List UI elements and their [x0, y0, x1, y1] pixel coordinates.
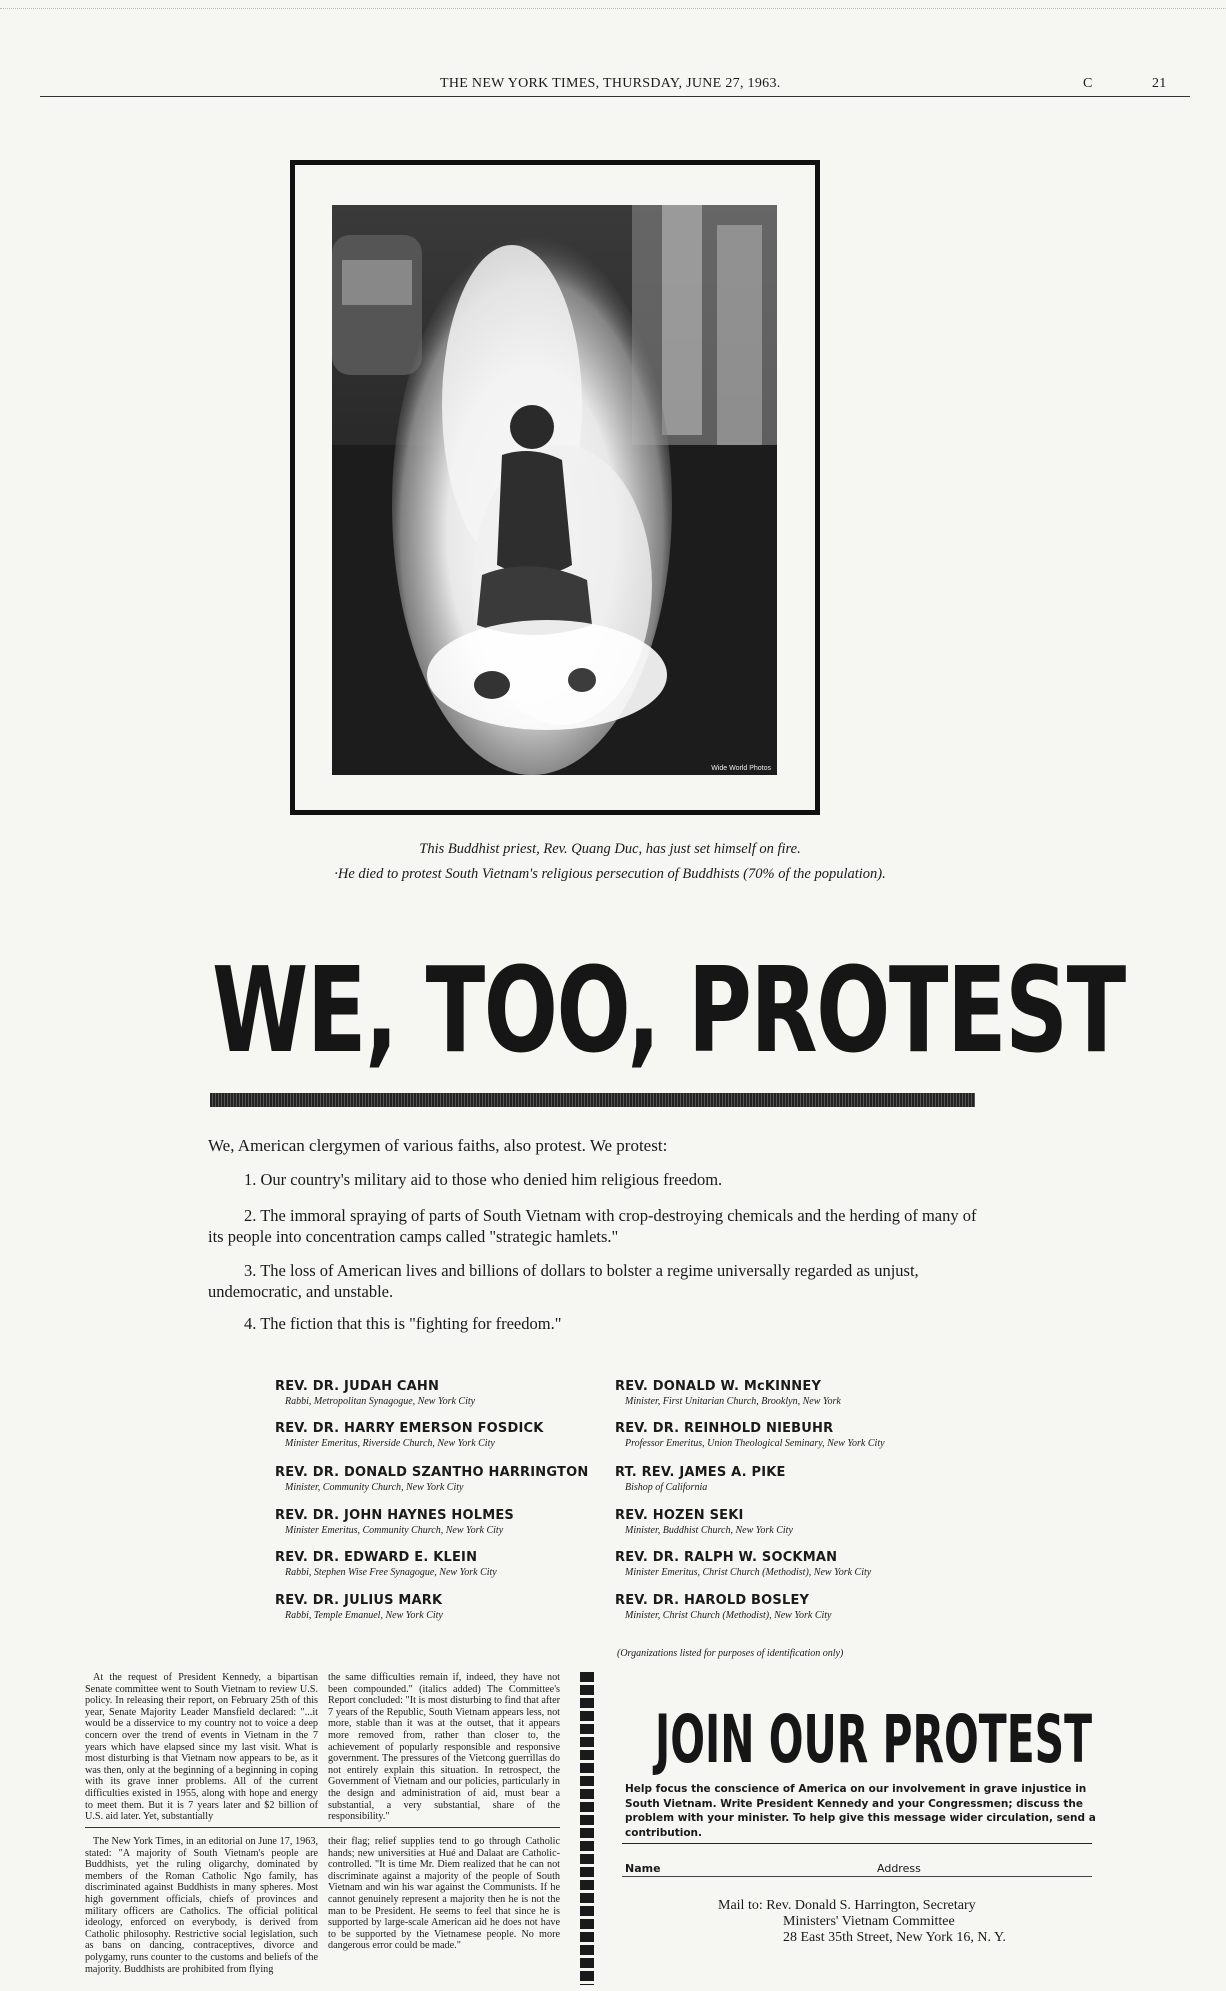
signer-title: Minister, First Unitarian Church, Brooklyn, New York	[625, 1396, 841, 1407]
article-text: The New York Times, in an editorial on June 17, 1963, stated: "A majority of South Vietnam's people are Buddhists, yet the ruling oligarchy, dominated by members of the Roman Catholic Ngo family, has discriminated against Buddhists in many spheres. Most high government officials, chiefs of provinces and military officers are Catholics. The official political ideology, enforced on everybody, is derived from Catholic philosophy. Restrictive social legislation, such as bans on dancing, contraceptives, divorce and polygamy, runs counter to the customs and beliefs of the majority. Buddhists are prohibited from flying	[85, 1836, 318, 1975]
protest-intro: We, American clergymen of various faiths, also protest. We protest:	[208, 1136, 668, 1155]
page-number: 21	[1152, 76, 1167, 91]
protest-point: 4. The fiction that this is "fighting for freedom."	[244, 1314, 562, 1333]
signer	[275, 1550, 497, 1578]
signer-name: REV. DR. JULIUS MARK	[275, 1593, 443, 1608]
protest-point: 2. The immoral spraying of parts of South Vietnam with crop-destroying chemicals and the herding of many of its people into concentration camps called "strategic hamlets."	[208, 1206, 977, 1246]
signer-name: REV. DR. DONALD SZANTHO HARRINGTON	[275, 1465, 589, 1480]
signer	[275, 1508, 514, 1536]
protest-photo	[332, 205, 777, 775]
headline-rule	[210, 1093, 975, 1107]
section-letter: C	[1083, 76, 1093, 91]
article-text: the same difficulties remain if, indeed, they have not been compounded." (italics added) The Committee's Report concluded: "It is most disturbing to find that after 7 years of the Republic, South Vietnam appears less, not more, stable than it was at the outset, that it appears more removed from, rather than closer to, the achievement of popularly responsible and responsive government. The pressures of the Vietcong guerrillas do not entirely explain this situation. In retrospect, the Government of Vietnam and our policies, particularly in the design and administration of aid, must bear a substantial, a very substantial, share of the responsibility."	[328, 1672, 560, 1823]
signer-title: Rabbi, Temple Emanuel, New York City	[285, 1610, 443, 1621]
signer	[275, 1421, 544, 1449]
signer	[615, 1421, 885, 1449]
mailing-address	[718, 1898, 1006, 1946]
signer-name: REV. DR. JUDAH CAHN	[275, 1379, 440, 1394]
masthead-date: THE NEW YORK TIMES, THURSDAY, JUNE 27, 1963.	[440, 76, 781, 91]
protest-point: 1. Our country's military aid to those who denied him religious freedom.	[244, 1170, 723, 1189]
page-top-edge	[0, 8, 1226, 27]
burning-monk-image	[332, 205, 777, 775]
photo-caption-line1: This Buddhist priest, Rev. Quang Duc, has just set himself on fire.	[419, 841, 801, 857]
signer	[615, 1465, 786, 1493]
signer-title: Rabbi, Stephen Wise Free Synagogue, New York City	[285, 1567, 497, 1578]
main-headline: WE, TOO, PROTEST	[212, 941, 1125, 1079]
signer-title: Bishop of California	[625, 1482, 708, 1493]
photo-credit: Wide World Photos	[711, 765, 771, 772]
signer-title: Minister, Buddhist Church, New York City	[625, 1525, 793, 1536]
signer	[615, 1379, 841, 1407]
signer	[275, 1379, 475, 1407]
signer-name: REV. DR. EDWARD E. KLEIN	[275, 1550, 478, 1565]
name-address-line[interactable]	[622, 1876, 1092, 1877]
join-headline: JOIN OUR PROTEST	[655, 1701, 1093, 1778]
signer	[275, 1465, 588, 1493]
signer-title: Minister Emeritus, Riverside Church, New York City	[285, 1438, 495, 1449]
form-rule	[622, 1843, 1092, 1844]
mail-line: Ministers' Vietnam Committee	[783, 1914, 955, 1929]
join-text: Help focus the conscience of America on our involvement in grave injustice in South Vietnam. Write President Kennedy and your Congressmen; discuss the problem with your minister. To help give this message wider circulation, send a contribution.	[625, 1783, 1096, 1839]
protest-point: 3. The loss of American lives and billions of dollars to bolster a regime universally regarded as unjust, undemocratic, and unstable.	[208, 1261, 919, 1301]
signer-name: REV. DR. RALPH W. SOCKMAN	[615, 1550, 838, 1565]
article-divider	[85, 1827, 560, 1828]
coupon-cut-border	[580, 1672, 594, 1985]
signer-name: RT. REV. JAMES A. PIKE	[615, 1465, 786, 1480]
header-rule	[40, 96, 1190, 97]
signer-name: REV. DR. HARRY EMERSON FOSDICK	[275, 1421, 544, 1436]
signer	[615, 1508, 793, 1536]
article-text: At the request of President Kennedy, a bipartisan Senate committee went to South Vietnam to review U.S. policy. In releasing their report, on February 25th of this year, Senate Majority Leader Mansfield declared: "...it would be a disservice to my country not to voice a deep concern over the trend of events in Vietnam in the 7 years which have elapsed since my last visit. What is most disturbing is that Vietnam now appears to be, as it was then, only at the beginning of a beginning in coping with its grave inner problems. All of the current difficulties existed in 1955, along with hope and energy to meet them. But it is 7 years later and $2 billion of U.S. aid later. Yet, substantially	[85, 1672, 318, 1823]
photo-frame	[290, 160, 820, 815]
article-text: their flag; relief supplies tend to go through Catholic hands; new universities at Hué and Dalaat are Catholic-controlled. "It is time Mr. Diem realized that he can not discriminate against a majority of the people of South Vietnam and win his war against the Communists. If he cannot genuinely represent a majority then he is not the man to be President. He seems to feel that since he is supported by large-scale American aid he does not have to be supported by the Vietnamese people. No more dangerous error could be made."	[328, 1836, 560, 1952]
signer	[275, 1593, 443, 1621]
signer-name: REV. DONALD W. McKINNEY	[615, 1379, 822, 1394]
signer-title: Minister Emeritus, Christ Church (Methodist), New York City	[625, 1567, 872, 1578]
name-label: Name	[625, 1862, 661, 1875]
signer-title: Professor Emeritus, Union Theological Seminary, New York City	[625, 1438, 885, 1449]
signer-name: REV. DR. HAROLD BOSLEY	[615, 1593, 810, 1608]
address-label: Address	[877, 1862, 921, 1875]
mail-line: 28 East 35th Street, New York 16, N. Y.	[783, 1930, 1006, 1945]
photo-caption-line2: ·He died to protest South Vietnam's religious persecution of Buddhists (70% of the population).	[334, 866, 886, 882]
signer	[615, 1550, 871, 1578]
signer-name: REV. HOZEN SEKI	[615, 1508, 744, 1523]
signer-title: Rabbi, Metropolitan Synagogue, New York City	[285, 1396, 476, 1407]
signer-name: REV. DR. REINHOLD NIEBUHR	[615, 1421, 834, 1436]
signer-title: Minister Emeritus, Community Church, New York City	[285, 1525, 504, 1536]
organizations-note: (Organizations listed for purposes of identification only)	[617, 1648, 844, 1659]
mail-line: Mail to: Rev. Donald S. Harrington, Secretary	[718, 1898, 976, 1913]
signer-name: REV. DR. JOHN HAYNES HOLMES	[275, 1508, 514, 1523]
signer-title: Minister, Community Church, New York City	[285, 1482, 464, 1493]
signer	[615, 1593, 832, 1621]
signer-title: Minister, Christ Church (Methodist), New York City	[625, 1610, 832, 1621]
